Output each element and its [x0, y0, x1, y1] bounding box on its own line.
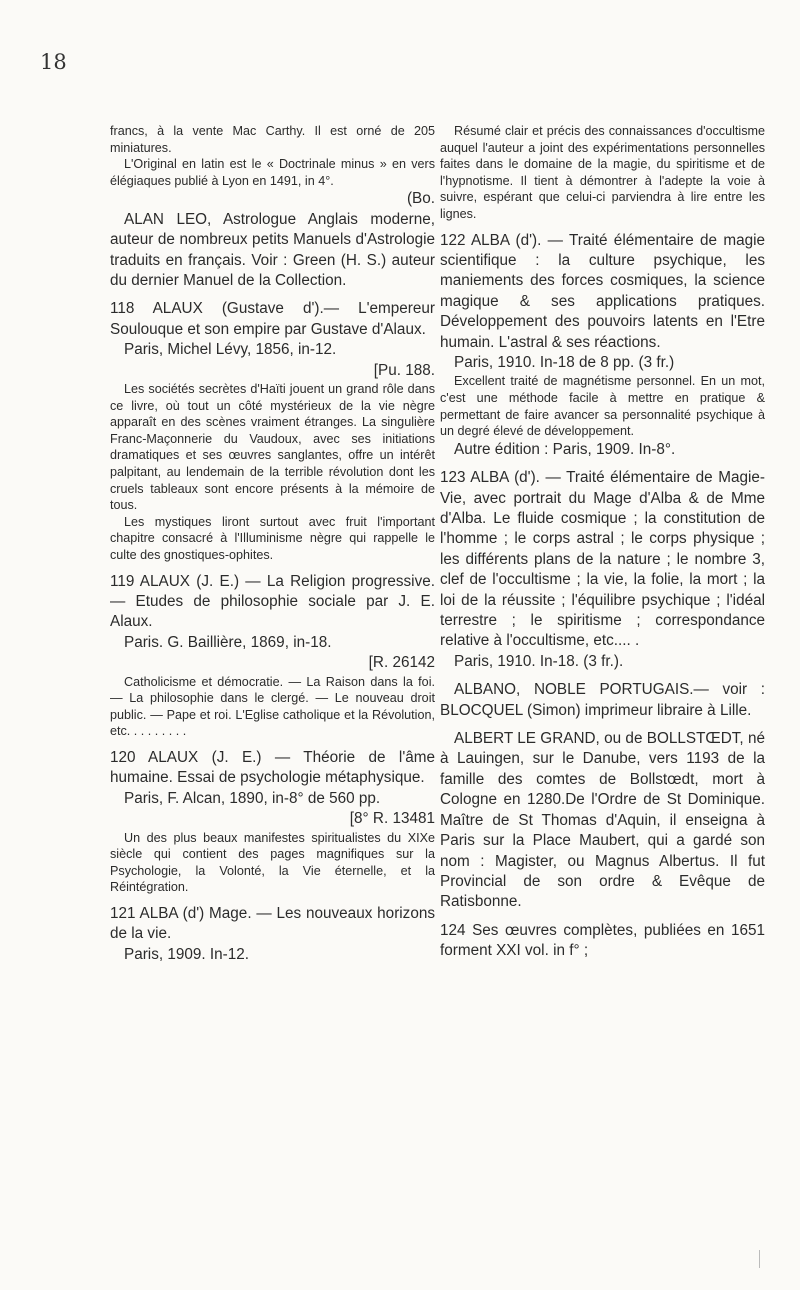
right-column — [440, 123, 765, 962]
right-column-paragraph: Paris, 1910. In-18 de 8 pp. (3 fr.) — [454, 354, 675, 371]
right-column-paragraph: Paris, 1910. In-18. (3 fr.). — [454, 652, 624, 670]
left-column-paragraph: 118 ALAUX (Gustave d').— L'empereur Soulouque et son empire par Gustave d'Alaux. — [110, 300, 435, 338]
left-column-paragraph: L'Original en latin est le « Doctrinale minus » en vers élégiaques publié à Lyon en 1491, in 4°. — [110, 157, 435, 188]
right-column-paragraph: 122 ALBA (d'). — Traité élémentaire de magie scientifique : la culture psychique, les maniements des forces cosmiques, la science magique & ses applications pratiques. Développement des pouvoirs latents en l'Etre humain. L'astral & ses réactions. — [440, 231, 765, 351]
left-column-paragraph: Les sociétés secrètes d'Haïti jouent un grand rôle dans ce livre, où tout un côté mystérieux de la vie nègre apparaît en des scènes vraiment étranges. La singulière Franc-Maçonnerie du Vaudoux, avec ses initiations dramatiques et ses œuvres sanglantes, offre un intérêt palpitant, au lendemain de la terrible révolution dont les cruels tableaux sont encore présents à la mémoire de tous. — [110, 382, 435, 513]
right-column-paragraph: Excellent traité de magnétisme personnel. En un mot, c'est une méthode facile à mettre en pratique & permettant de faire avancer sa personnalité psychique à un degré élevé de développement. — [440, 374, 765, 439]
left-column-paragraph: [R. 26142 — [368, 654, 435, 672]
left-column-paragraph: Paris, Michel Lévy, 1856, in-12. — [124, 341, 337, 359]
right-column-paragraph: ALBANO, NOBLE PORTUGAIS.— voir : BLOCQUEL (Simon) imprimeur libraire à Lille. — [440, 681, 765, 719]
right-column-paragraph: ALBERT LE GRAND, ou de BOLLSTŒDT, né à Lauingen, sur le Danube, vers 1193 de la famille des comtes de Bollstœdt, mort à Cologne en 1280.De l'Ordre de St Dominique. Maître de St Thomas d'Aquin, il enseigna à Paris sur la Place Maubert, qui a gardé son nom : Magister, ou Magnus Albertus. Il fut Provincial de son ordre & Evêque de Ratisbonne. — [440, 730, 765, 911]
left-column-paragraph: 121 ALBA (d') Mage. — Les nouveaux horizons de la vie. — [110, 904, 435, 943]
left-column-paragraph: ALAN LEO, Astrologue Anglais moderne, auteur de nombreux petits Manuels d'Astrologie traduits en français. Voir : Green (H. S.) auteur du dernier Manuel de la Collection. — [110, 210, 435, 289]
left-column-paragraph: 120 ALAUX (J. E.) — Théorie de l'âme humaine. Essai de psychologie métaphysique. — [110, 748, 435, 787]
right-column-paragraph: Résumé clair et précis des connaissances d'occultisme auquel l'auteur a joint des expérimentations personnelles faites dans le domaine de la magie, du spiritisme et de l'hypnotisme. Il tient à démontrer à l'adepte la voie à suivre, espérant que celui-ci parviendra à lire entre les lignes. — [440, 124, 765, 221]
left-column-paragraph: Paris, F. Alcan, 1890, in-8° de 560 pp. — [124, 789, 381, 807]
left-column-paragraph: 119 ALAUX (J. E.) — La Religion progressive. — Etudes de philosophie sociale par J. E. Alaux. — [110, 572, 435, 631]
left-column-paragraph: Paris, 1909. In-12. — [124, 945, 249, 963]
left-column-paragraph: (Bo. — [406, 190, 435, 208]
right-column-paragraph: Autre édition : Paris, 1909. In-8°. — [454, 440, 676, 458]
margin-mark — [759, 1250, 770, 1268]
right-column-paragraph: 123 ALBA (d'). — Traité élémentaire de Magie-Vie, avec portrait du Mage d'Alba & de Mme d'Alba. Le fluide cosmique ; la constitution de l'homme ; le corps astral ; le corps physique ; les différents plans de la nature ; le nombre 3, clef de l'occultisme ; la vie, la folie, la mort ; la loi de la réussite ; l'équilibre psychique ; l'idéal terrestre ; le spiritisme ; correspondance relative à l'occultisme, etc.... . — [440, 469, 765, 650]
left-column-paragraph: Paris. G. Baillière, 1869, in-18. — [124, 633, 332, 651]
left-column — [110, 123, 435, 965]
left-column-paragraph: Les mystiques liront surtout avec fruit l'important chapitre consacré à l'Illuminisme nègre qui rappelle le culte des gnostiques-ophites. — [110, 514, 435, 562]
left-column-paragraph: [Pu. 188. — [373, 361, 435, 379]
left-column-paragraph: Catholicisme et démocratie. — La Raison dans la foi. — La philosophie dans le clergé. — Le nouveau droit public. — Pape et roi. L'Eglise catholique et la Révolution, etc. . . . . . . . . — [110, 674, 435, 739]
right-column-paragraph: 124 Ses œuvres complètes, publiées en 1651 forment XXI vol. in f° ; — [440, 921, 765, 960]
left-column-paragraph: Un des plus beaux manifestes spiritualistes du XIXe siècle qui contient des pages magnifiques sur la Psychologie, la Volonté, la Vie éternelle, et la Réintégration. — [110, 830, 435, 895]
left-column-paragraph: [8° R. 13481 — [349, 810, 435, 828]
left-column-paragraph: francs, à la vente Mac Carthy. Il est orné de 205 miniatures. — [110, 124, 435, 155]
page-number: 18 — [40, 50, 67, 74]
